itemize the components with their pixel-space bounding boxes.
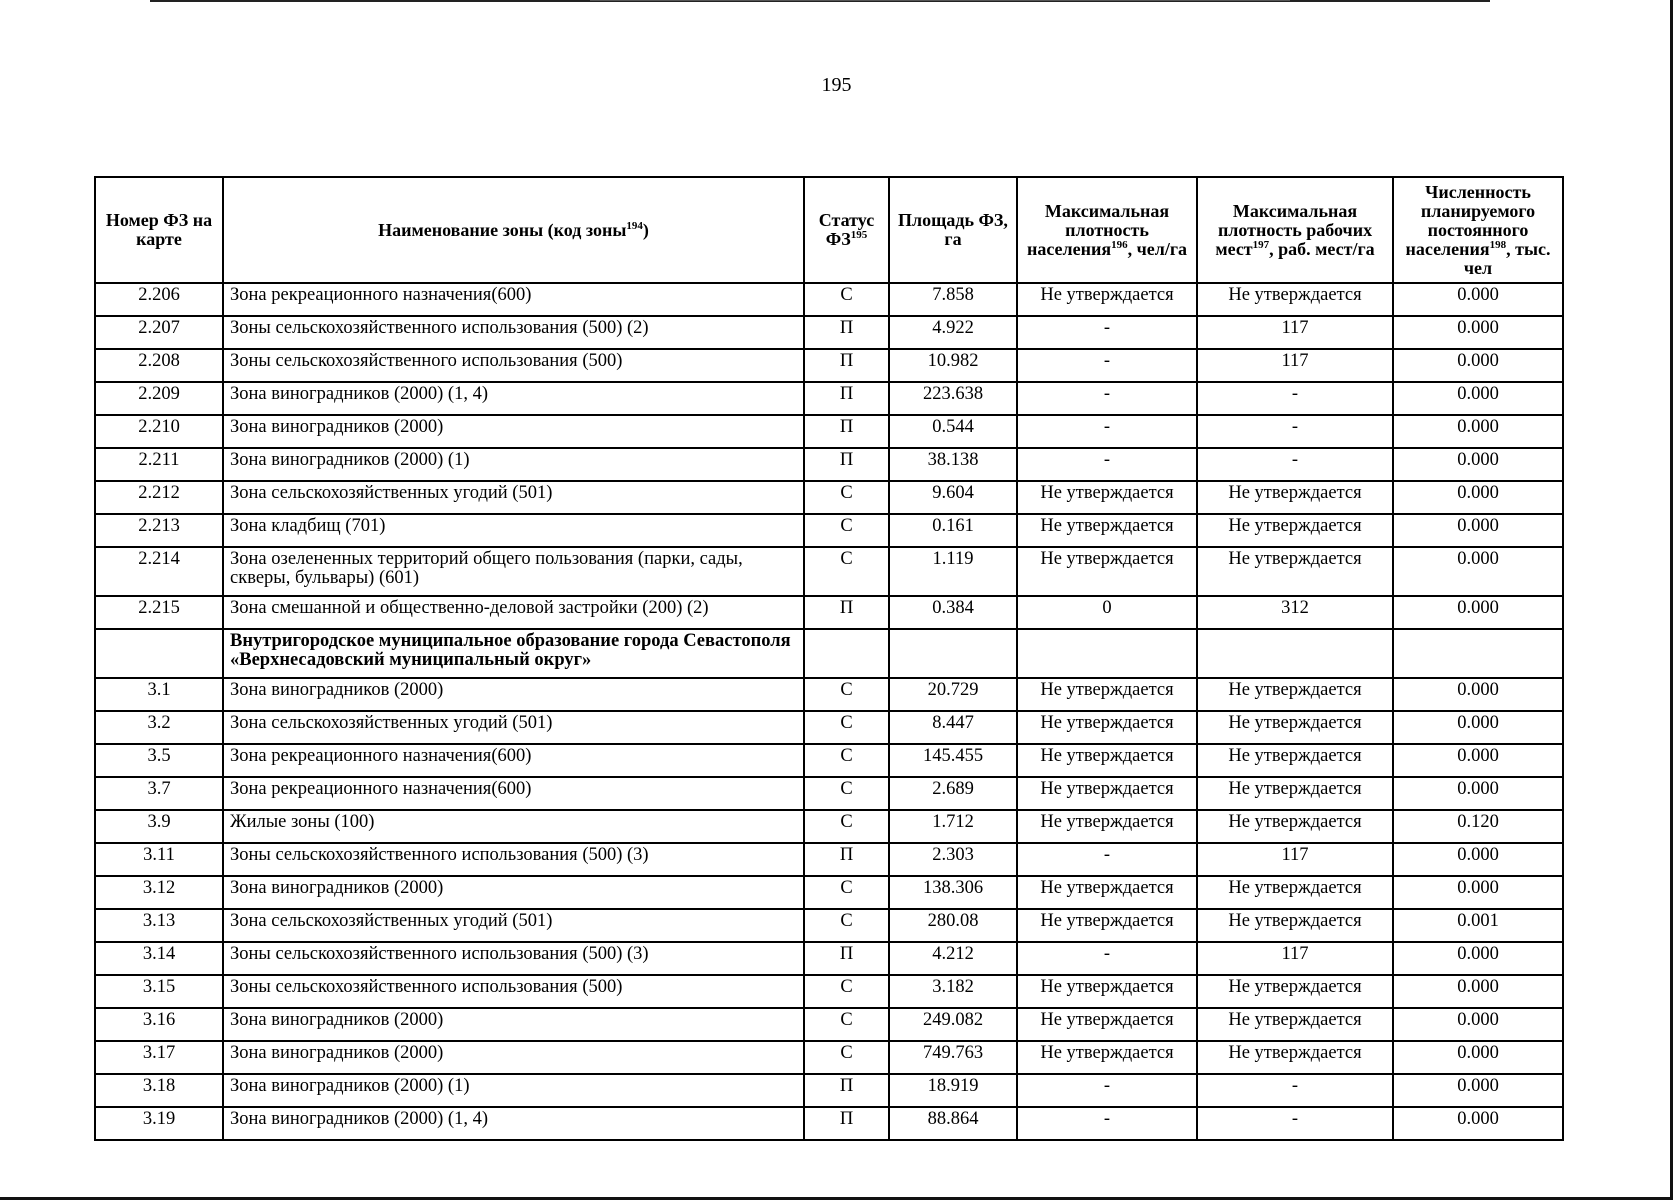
cell-number: 2.213 (95, 514, 223, 547)
cell-jobs: Не утверждается (1197, 975, 1393, 1008)
cell-density: - (1017, 1107, 1197, 1140)
cell-area: 7.858 (889, 283, 1017, 316)
cell-number: 2.208 (95, 349, 223, 382)
group-empty-cell (889, 629, 1017, 678)
table-row (95, 481, 1563, 514)
cell-status: С (804, 711, 889, 744)
cell-jobs: Не утверждается (1197, 481, 1393, 514)
table-row (95, 448, 1563, 481)
cell-area: 0.544 (889, 415, 1017, 448)
cell-jobs: Не утверждается (1197, 876, 1393, 909)
cell-density: Не утверждается (1017, 481, 1197, 514)
cell-area: 4.212 (889, 942, 1017, 975)
cell-jobs: 117 (1197, 843, 1393, 876)
table-row (95, 1008, 1563, 1041)
header-status: Статус ФЗ$^{195}$ (804, 177, 889, 283)
cell-density: Не утверждается (1017, 678, 1197, 711)
header-density: Максимальная плотность населения$^{196}$, чел/га (1017, 177, 1197, 283)
cell-jobs: Не утверждается (1197, 547, 1393, 596)
cell-jobs: Не утверждается (1197, 283, 1393, 316)
cell-zone-name: Зона сельскохозяйственных угодий (501) (223, 711, 804, 744)
cell-number: 3.9 (95, 810, 223, 843)
table-row (95, 1107, 1563, 1140)
cell-density: Не утверждается (1017, 547, 1197, 596)
table-row (95, 283, 1563, 316)
group-empty-cell (1393, 629, 1563, 678)
cell-status: С (804, 283, 889, 316)
cell-number: 3.19 (95, 1107, 223, 1140)
cell-zone-name: Жилые зоны (100) (223, 810, 804, 843)
cell-jobs: - (1197, 382, 1393, 415)
cell-density: - (1017, 942, 1197, 975)
cell-number: 3.7 (95, 777, 223, 810)
cell-zone-name: Зоны сельскохозяйственного использования (500) (223, 975, 804, 1008)
header-population: Численность планируемого постоянного населения$^{198}$, тыс. чел (1393, 177, 1563, 283)
cell-area: 38.138 (889, 448, 1017, 481)
cell-status: П (804, 382, 889, 415)
cell-zone-name: Зона кладбищ (701) (223, 514, 804, 547)
cell-number: 2.212 (95, 481, 223, 514)
cell-area: 10.982 (889, 349, 1017, 382)
cell-number: 2.211 (95, 448, 223, 481)
cell-zone-name: Зона рекреационного назначения(600) (223, 744, 804, 777)
cell-density: Не утверждается (1017, 1008, 1197, 1041)
cell-population: 0.000 (1393, 415, 1563, 448)
cell-zone-name: Зона рекреационного назначения(600) (223, 777, 804, 810)
table-row (95, 975, 1563, 1008)
cell-number: 3.11 (95, 843, 223, 876)
cell-density: Не утверждается (1017, 711, 1197, 744)
cell-zone-name: Зона сельскохозяйственных угодий (501) (223, 481, 804, 514)
cell-population: 0.000 (1393, 596, 1563, 629)
cell-zone-name: Зона виноградников (2000) (1, 4) (223, 382, 804, 415)
cell-population: 0.000 (1393, 744, 1563, 777)
cell-population: 0.000 (1393, 448, 1563, 481)
header-area: Площадь ФЗ, га (889, 177, 1017, 283)
cell-jobs: Не утверждается (1197, 1008, 1393, 1041)
cell-population: 0.000 (1393, 1107, 1563, 1140)
cell-density: - (1017, 448, 1197, 481)
scan-edge-top-secondary (590, 0, 1290, 1)
cell-status: С (804, 678, 889, 711)
table-row (95, 810, 1563, 843)
cell-area: 249.082 (889, 1008, 1017, 1041)
table-row (95, 547, 1563, 596)
cell-area: 749.763 (889, 1041, 1017, 1074)
table-row (95, 1041, 1563, 1074)
cell-status: С (804, 909, 889, 942)
cell-population: 0.000 (1393, 876, 1563, 909)
cell-area: 88.864 (889, 1107, 1017, 1140)
header-jobs: Максимальная плотность рабочих мест$^{197}$, раб. мест/га (1197, 177, 1393, 283)
cell-status: С (804, 876, 889, 909)
cell-zone-name: Зоны сельскохозяйственного использования (500) (3) (223, 843, 804, 876)
table-row (95, 711, 1563, 744)
cell-density: Не утверждается (1017, 744, 1197, 777)
cell-area: 2.303 (889, 843, 1017, 876)
cell-area: 20.729 (889, 678, 1017, 711)
cell-population: 0.000 (1393, 514, 1563, 547)
cell-population: 0.000 (1393, 777, 1563, 810)
cell-jobs: - (1197, 415, 1393, 448)
cell-status: С (804, 975, 889, 1008)
cell-area: 223.638 (889, 382, 1017, 415)
cell-jobs: Не утверждается (1197, 909, 1393, 942)
cell-status: П (804, 316, 889, 349)
cell-status: С (804, 1008, 889, 1041)
cell-number: 3.2 (95, 711, 223, 744)
cell-population: 0.000 (1393, 942, 1563, 975)
cell-population: 0.000 (1393, 711, 1563, 744)
header-name: Наименование зоны (код зоны$^{194}$) (223, 177, 804, 283)
cell-number: 3.18 (95, 1074, 223, 1107)
cell-jobs: Не утверждается (1197, 678, 1393, 711)
group-empty-cell (1197, 629, 1393, 678)
cell-status: П (804, 596, 889, 629)
cell-status: С (804, 514, 889, 547)
cell-population: 0.120 (1393, 810, 1563, 843)
cell-status: П (804, 415, 889, 448)
group-row (95, 629, 1563, 678)
table-row (95, 415, 1563, 448)
cell-zone-name: Зона сельскохозяйственных угодий (501) (223, 909, 804, 942)
cell-number: 3.12 (95, 876, 223, 909)
cell-density: Не утверждается (1017, 909, 1197, 942)
cell-population: 0.000 (1393, 1041, 1563, 1074)
cell-population: 0.000 (1393, 349, 1563, 382)
cell-density: Не утверждается (1017, 876, 1197, 909)
group-empty-cell (1017, 629, 1197, 678)
cell-status: П (804, 942, 889, 975)
cell-jobs: 312 (1197, 596, 1393, 629)
cell-density: - (1017, 415, 1197, 448)
cell-status: П (804, 349, 889, 382)
cell-zone-name: Зона виноградников (2000) (223, 1008, 804, 1041)
cell-status: С (804, 810, 889, 843)
cell-number: 3.5 (95, 744, 223, 777)
cell-status: П (804, 843, 889, 876)
table-row (95, 316, 1563, 349)
cell-density: Не утверждается (1017, 975, 1197, 1008)
cell-number: 2.207 (95, 316, 223, 349)
cell-number: 2.215 (95, 596, 223, 629)
cell-jobs: Не утверждается (1197, 744, 1393, 777)
cell-population: 0.000 (1393, 678, 1563, 711)
group-title: Внутригородское муниципальное образование города Севастополя «Верхнесадовский муниципальный округ» (223, 629, 804, 678)
cell-density: Не утверждается (1017, 283, 1197, 316)
table-row (95, 843, 1563, 876)
cell-population: 0.000 (1393, 316, 1563, 349)
cell-density: Не утверждается (1017, 810, 1197, 843)
cell-population: 0.001 (1393, 909, 1563, 942)
cell-zone-name: Зоны сельскохозяйственного использования (500) (2) (223, 316, 804, 349)
cell-number: 3.17 (95, 1041, 223, 1074)
cell-zone-name: Зона виноградников (2000) (1, 4) (223, 1107, 804, 1140)
cell-area: 8.447 (889, 711, 1017, 744)
cell-number: 2.206 (95, 283, 223, 316)
cell-population: 0.000 (1393, 1074, 1563, 1107)
cell-area: 18.919 (889, 1074, 1017, 1107)
cell-number: 3.13 (95, 909, 223, 942)
cell-number: 2.214 (95, 547, 223, 596)
cell-density: Не утверждается (1017, 1041, 1197, 1074)
group-empty-cell (804, 629, 889, 678)
table-row (95, 876, 1563, 909)
cell-number: 2.209 (95, 382, 223, 415)
cell-zone-name: Зона виноградников (2000) (223, 1041, 804, 1074)
cell-area: 280.08 (889, 909, 1017, 942)
cell-area: 1.119 (889, 547, 1017, 596)
cell-population: 0.000 (1393, 843, 1563, 876)
group-num-cell (95, 629, 223, 678)
cell-number: 3.14 (95, 942, 223, 975)
cell-density: - (1017, 843, 1197, 876)
cell-number: 3.1 (95, 678, 223, 711)
table-row (95, 349, 1563, 382)
cell-density: Не утверждается (1017, 514, 1197, 547)
cell-zone-name: Зоны сельскохозяйственного использования (500) (223, 349, 804, 382)
cell-population: 0.000 (1393, 382, 1563, 415)
table-row (95, 1074, 1563, 1107)
table-row (95, 777, 1563, 810)
cell-population: 0.000 (1393, 975, 1563, 1008)
cell-status: П (804, 448, 889, 481)
cell-area: 0.161 (889, 514, 1017, 547)
cell-zone-name: Зона виноградников (2000) (1) (223, 448, 804, 481)
cell-population: 0.000 (1393, 481, 1563, 514)
table-row (95, 596, 1563, 629)
cell-density: - (1017, 1074, 1197, 1107)
cell-area: 4.922 (889, 316, 1017, 349)
cell-zone-name: Зона смешанной и общественно-деловой застройки (200) (2) (223, 596, 804, 629)
cell-zone-name: Зона виноградников (2000) (223, 415, 804, 448)
cell-status: С (804, 547, 889, 596)
cell-population: 0.000 (1393, 1008, 1563, 1041)
cell-status: П (804, 1107, 889, 1140)
zones-table (94, 176, 1564, 1141)
cell-status: С (804, 744, 889, 777)
cell-zone-name: Зоны сельскохозяйственного использования (500) (3) (223, 942, 804, 975)
cell-jobs: Не утверждается (1197, 514, 1393, 547)
table-row (95, 382, 1563, 415)
cell-jobs: Не утверждается (1197, 777, 1393, 810)
cell-area: 2.689 (889, 777, 1017, 810)
cell-number: 3.16 (95, 1008, 223, 1041)
cell-status: С (804, 777, 889, 810)
cell-zone-name: Зона виноградников (2000) (223, 678, 804, 711)
cell-number: 3.15 (95, 975, 223, 1008)
cell-area: 0.384 (889, 596, 1017, 629)
table-row (95, 678, 1563, 711)
cell-jobs: 117 (1197, 316, 1393, 349)
cell-jobs: Не утверждается (1197, 810, 1393, 843)
cell-area: 9.604 (889, 481, 1017, 514)
cell-number: 2.210 (95, 415, 223, 448)
cell-jobs: Не утверждается (1197, 1041, 1393, 1074)
cell-area: 145.455 (889, 744, 1017, 777)
cell-status: С (804, 481, 889, 514)
table-header-row (95, 177, 1563, 283)
cell-jobs: - (1197, 448, 1393, 481)
cell-status: П (804, 1074, 889, 1107)
cell-zone-name: Зона озелененных территорий общего пользования (парки, сады, скверы, бульвары) (601) (223, 547, 804, 596)
cell-status: С (804, 1041, 889, 1074)
cell-zone-name: Зона виноградников (2000) (1) (223, 1074, 804, 1107)
table-row (95, 942, 1563, 975)
header-number: Номер ФЗ на карте (95, 177, 223, 283)
cell-zone-name: Зона рекреационного назначения(600) (223, 283, 804, 316)
table-row (95, 514, 1563, 547)
cell-zone-name: Зона виноградников (2000) (223, 876, 804, 909)
page-number: 195 (821, 74, 852, 96)
cell-jobs: - (1197, 1074, 1393, 1107)
cell-density: 0 (1017, 596, 1197, 629)
table-row (95, 744, 1563, 777)
cell-density: - (1017, 316, 1197, 349)
cell-jobs: 117 (1197, 942, 1393, 975)
cell-area: 1.712 (889, 810, 1017, 843)
cell-area: 138.306 (889, 876, 1017, 909)
cell-density: Не утверждается (1017, 777, 1197, 810)
cell-density: - (1017, 382, 1197, 415)
cell-jobs: 117 (1197, 349, 1393, 382)
table-row (95, 909, 1563, 942)
cell-jobs: Не утверждается (1197, 711, 1393, 744)
cell-density: - (1017, 349, 1197, 382)
cell-population: 0.000 (1393, 283, 1563, 316)
cell-population: 0.000 (1393, 547, 1563, 596)
cell-area: 3.182 (889, 975, 1017, 1008)
cell-jobs: - (1197, 1107, 1393, 1140)
